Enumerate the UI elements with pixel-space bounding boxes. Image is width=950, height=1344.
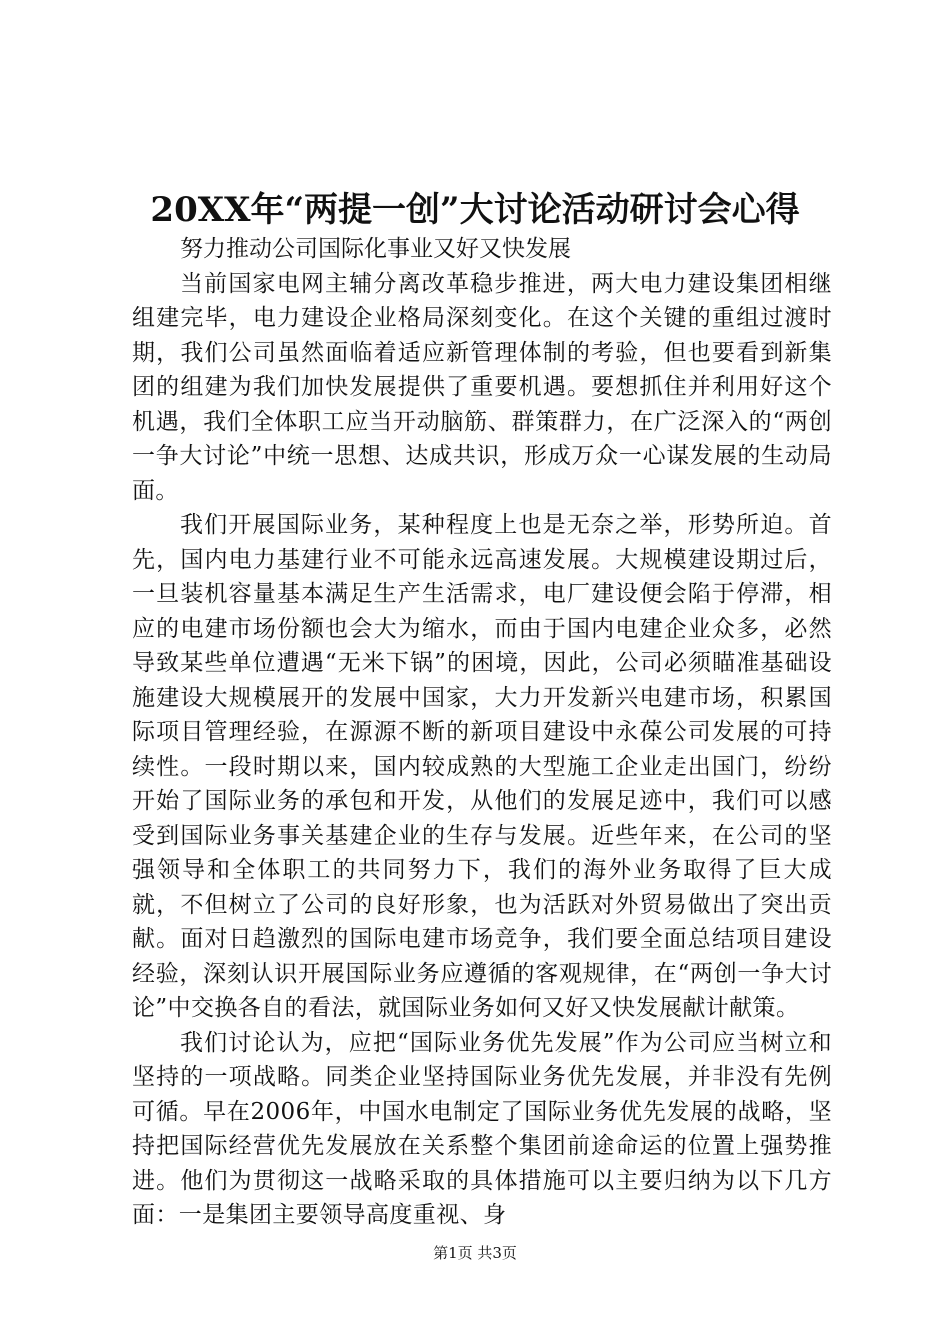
document-subtitle: 努力推动公司国际化事业又好又快发展 bbox=[180, 236, 571, 262]
body-paragraph-1: 当前国家电网主辅分离改革稳步推进，两大电力建设集团相继组建完毕，电力建设企业格局深刻变化。在这个关键的重组过渡时期，我们公司虽然面临着适应新管理体制的考验，但也要看到新集团的组建为我们加快发展提供了重要机遇。要想抓住并利用好这个机遇，我们全体职工应当开动脑筋、群策群力，在广泛深入的“两创一争大讨论”中统一思想、达成共识，形成万众一心谋发展的生动局面。 bbox=[132, 270, 832, 504]
page-number-footer: 第1页 共3页 bbox=[433, 1244, 517, 1262]
body-paragraph-2: 我们开展国际业务，某种程度上也是无奈之举，形势所迫。首先，国内电力基建行业不可能永远高速发展。大规模建设期过后，一旦装机容量基本满足生产生活需求，电厂建设便会陷于停滞，相应的电建市场份额也会大为缩水，而由于国内电建企业众多，必然导致某些单位遭遇“无米下锅”的困境，因此，公司必须瞄准基础设施建设大规模展开的发展中国家，大力开发新兴电建市场，积累国际项目管理经验，在源源不断的新项目建设中永葆公司发展的可持续性。一段时期以来，国内较成熟的大型施工企业走出国门，纷纷开始了国际业务的承包和开发，从他们的发展足迹中，我们可以感受到国际业务事关基建企业的生存与发展。近些年来，在公司的坚强领导和全体职工的共同努力下，我们的海外业务取得了巨大成就，不但树立了公司的良好形象，也为活跃对外贸易做出了突出贡献。面对日趋激烈的国际电建市场竞争，我们要全面总结项目建设经验，深刻认识开展国际业务应遵循的客观规律，在“两创一争大讨论”中交换各自的看法，就国际业务如何又好又快发展献计献策。 bbox=[132, 512, 832, 1021]
body-paragraph-3: 我们讨论认为，应把“国际业务优先发展”作为公司应当树立和坚持的一项战略。同类企业坚持国际业务优先发展，并非没有先例可循。早在2006年，中国水电制定了国际业务优先发展的战略，坚持把国际经营优先发展放在关系整个集团前途命运的位置上强势推进。他们为贯彻这一战略采取的具体措施可以主要归纳为以下几方面：一是集团主要领导高度重视、身 bbox=[132, 1029, 832, 1228]
document-body bbox=[132, 232, 832, 1233]
document-title: 20XX年“两提一创”大讨论活动研讨会心得 bbox=[150, 190, 800, 230]
